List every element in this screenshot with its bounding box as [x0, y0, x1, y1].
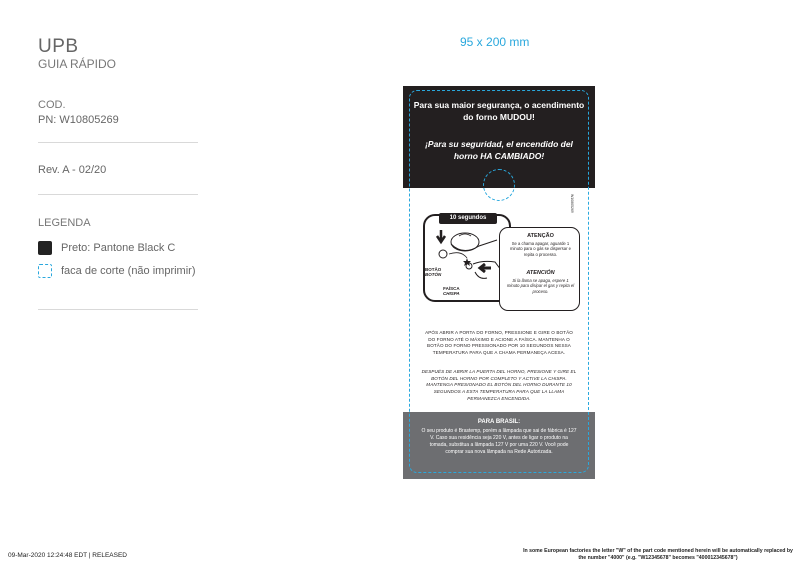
brand-title: UPB: [38, 36, 79, 57]
quick-guide-card: [403, 86, 595, 479]
ten-seconds-tag: 10 segundos: [439, 213, 497, 224]
legend-title: LEGENDA: [38, 217, 91, 229]
brasil-text: O seu produto é Brastemp, porém a lâmpada que sai de fábrica é 127 V. Caso sua residência seja 220 V, antes de ligar o produto na tomada, substitua a lâmpada 127 V por uma 220 V. Você pode comprar sua nova lâmpada na Rede Autorizada.: [421, 428, 577, 455]
warning-text-es: ¡Para su seguridad, el encendido del horno HA CAMBIADO!: [425, 139, 573, 162]
revision: Rev. A - 02/20: [38, 164, 107, 176]
part-number: PN: W10805269: [38, 114, 119, 126]
label-botao: BOTÃO BOTÓN: [425, 267, 442, 277]
warning-text-pt: Para sua maior segurança, o acendimento do forno MUDOU!: [413, 100, 585, 123]
attention-text-pt: Se a chama apagar, aguarde 1 minuto para o gás se dispersar e repita o processo.: [510, 241, 571, 257]
document-subtitle: GUIA RÁPIDO: [38, 57, 117, 71]
divider: [38, 142, 198, 143]
cut-line: [409, 90, 589, 473]
hanger-hole-cut: [483, 169, 515, 201]
code-label: COD.: [38, 99, 66, 111]
divider: [38, 309, 198, 310]
legend-item-cutline: [38, 264, 196, 278]
instructions-pt: APÓS ABRIR A PORTA DO FORNO, PRESSIONE E GIRE O BOTÃO DO FORNO ATÉ O MÁXIMO E ACIONE A FAÍSCA. MANTENHA O BOTÃO DO FORNO PRESSIONADO POR 10 SEGUNDOS NESSA TEMPERATURA PARA QUE A CHAMA PERMANEÇA ACESA.: [425, 330, 573, 355]
brasil-title: PARA BRASIL:: [477, 419, 521, 425]
cut-line-swatch-icon: [38, 264, 52, 278]
dimension-label: 95 x 200 mm: [460, 35, 530, 49]
divider: [38, 194, 198, 195]
legend-item-label: Preto: Pantone Black C: [61, 242, 176, 254]
black-swatch-icon: [38, 241, 52, 255]
attention-title-pt: ATENÇÃO: [527, 233, 554, 239]
attention-text-es: Si la llama se apaga, espere 1 minuto para disipar el gas y repita el proceso.: [506, 278, 575, 294]
legend-item-black: [38, 241, 175, 255]
label-faisca: FAÍSCA CHISPA: [443, 286, 460, 296]
legend-item-label: faca de corte (não imprimir): [61, 265, 196, 277]
vertical-part-code: W10805269: [570, 194, 574, 213]
release-timestamp: 09-Mar-2020 12:24:48 EDT | RELEASED: [8, 552, 127, 559]
factory-note: In some European factories the letter "W" of the part code mentioned herein will be automatically replaced by the number "4000" (e.g. "W12345678" becomes "400012345678"): [523, 548, 793, 561]
attention-title-es: ATENCIÓN: [526, 270, 555, 276]
instructions-es: DESPUÉS DE ABRIR LA PUERTA DEL HORNO, PRESIONE Y GIRE EL BOTÓN DEL HORNO POR COMPLETO Y ACTIVE LA CHISPA. MANTENGA PRESIONADO EL BOTÓN DEL HORNO DURANTE 10 SEGUNDOS A ESTA TEMPERATURA PARA QUE LA LLAMA PERMANEZCA ENCENDIDA.: [421, 369, 577, 401]
